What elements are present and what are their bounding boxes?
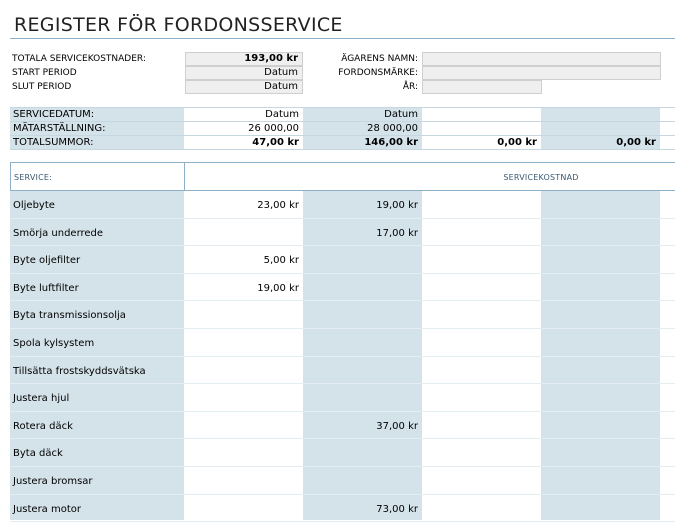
table-top-rule: [10, 162, 675, 163]
cost-cell-1[interactable]: 5,00 kr: [263, 255, 299, 267]
service-name: Justera hjul: [13, 393, 70, 405]
service-name: Spola kylsystem: [13, 338, 95, 349]
table-row: [10, 412, 675, 440]
vehicle-brand-field[interactable]: [422, 66, 661, 80]
odometer-1[interactable]: 26 000,00: [248, 123, 299, 134]
odometer-label: MÄTARSTÄLLNING:: [13, 123, 106, 134]
cost-cell-2[interactable]: 37,00 kr: [376, 420, 418, 432]
table-row: [10, 495, 675, 522]
start-period-field[interactable]: Datum: [185, 66, 303, 80]
table-row: [10, 357, 675, 385]
total-1: 47,00 kr: [252, 137, 299, 148]
service-date-2[interactable]: Datum: [303, 108, 422, 121]
title-divider: [10, 38, 675, 39]
service-date-4[interactable]: [541, 108, 660, 121]
odometer-3[interactable]: [422, 122, 541, 135]
meta-label-cell: [10, 108, 184, 121]
table-row: [10, 439, 675, 467]
cost-cell-2[interactable]: 17,00 kr: [376, 227, 418, 239]
totals-label: TOTALSUMMOR:: [13, 137, 94, 148]
table-row: [10, 246, 675, 274]
total-cost-label: TOTALA SERVICEKOSTNADER:: [12, 54, 146, 64]
cost-cell-2[interactable]: 19,00 kr: [376, 200, 418, 211]
odometer-2[interactable]: 28 000,00: [303, 122, 422, 135]
service-name: Byte oljefilter: [13, 255, 81, 267]
total-2: 146,00 kr: [303, 136, 422, 149]
service-name: Tillsätta frostskyddsvätska: [13, 365, 146, 377]
year-field[interactable]: [422, 80, 542, 94]
table-row: [10, 274, 675, 302]
meta-bottom-rule: [10, 149, 675, 150]
service-date-3[interactable]: [422, 108, 541, 121]
service-cost-header: SERVICEKOSTNAD: [503, 173, 579, 182]
meta-label-cell: [10, 136, 184, 149]
service-table: [10, 162, 675, 520]
start-period-label: START PERIOD: [12, 68, 77, 78]
table-row: [10, 384, 675, 412]
total-3: 0,00 kr: [497, 137, 537, 148]
service-name: Byta transmissionsolja: [13, 310, 126, 322]
meta-table: [10, 107, 675, 150]
year-label: ÅR:: [402, 82, 418, 92]
table-row: [10, 467, 675, 495]
service-name: Oljebyte: [13, 200, 55, 211]
owner-name-field[interactable]: [422, 52, 661, 66]
service-name: Byte luftfilter: [13, 282, 79, 294]
vehicle-brand-label: FORDONSMÄRKE:: [338, 68, 418, 78]
owner-name-label: ÄGARENS NAMN:: [341, 54, 418, 64]
page-title: REGISTER FÖR FORDONSSERVICE: [14, 14, 343, 36]
service-rows: [10, 191, 675, 520]
service-name: Justera bromsar: [13, 476, 93, 487]
service-name: Rotera däck: [13, 420, 73, 432]
cost-cell-1[interactable]: 23,00 kr: [257, 200, 299, 211]
service-header: SERVICE:: [14, 173, 53, 182]
cost-cell-2[interactable]: 73,00 kr: [376, 503, 418, 515]
service-name: Smörja underrede: [13, 227, 104, 239]
header-left-rule: [10, 162, 11, 190]
table-row: [10, 329, 675, 357]
end-period-label: SLUT PERIOD: [12, 82, 72, 92]
meta-label-cell: [10, 122, 184, 135]
service-date-label: SERVICEDATUM:: [13, 109, 95, 120]
table-row: [10, 301, 675, 329]
header-split-rule: [184, 162, 185, 190]
cost-cell-1[interactable]: 19,00 kr: [257, 282, 299, 294]
odometer-4[interactable]: [541, 122, 660, 135]
service-name: Justera motor: [13, 503, 81, 515]
table-row: [10, 191, 675, 219]
table-row: [10, 219, 675, 247]
service-date-1[interactable]: Datum: [265, 109, 299, 120]
end-period-field[interactable]: Datum: [185, 80, 303, 94]
service-name: Byta däck: [13, 448, 63, 460]
total-cost-value[interactable]: 193,00 kr: [185, 52, 303, 66]
total-4: 0,00 kr: [541, 136, 660, 149]
